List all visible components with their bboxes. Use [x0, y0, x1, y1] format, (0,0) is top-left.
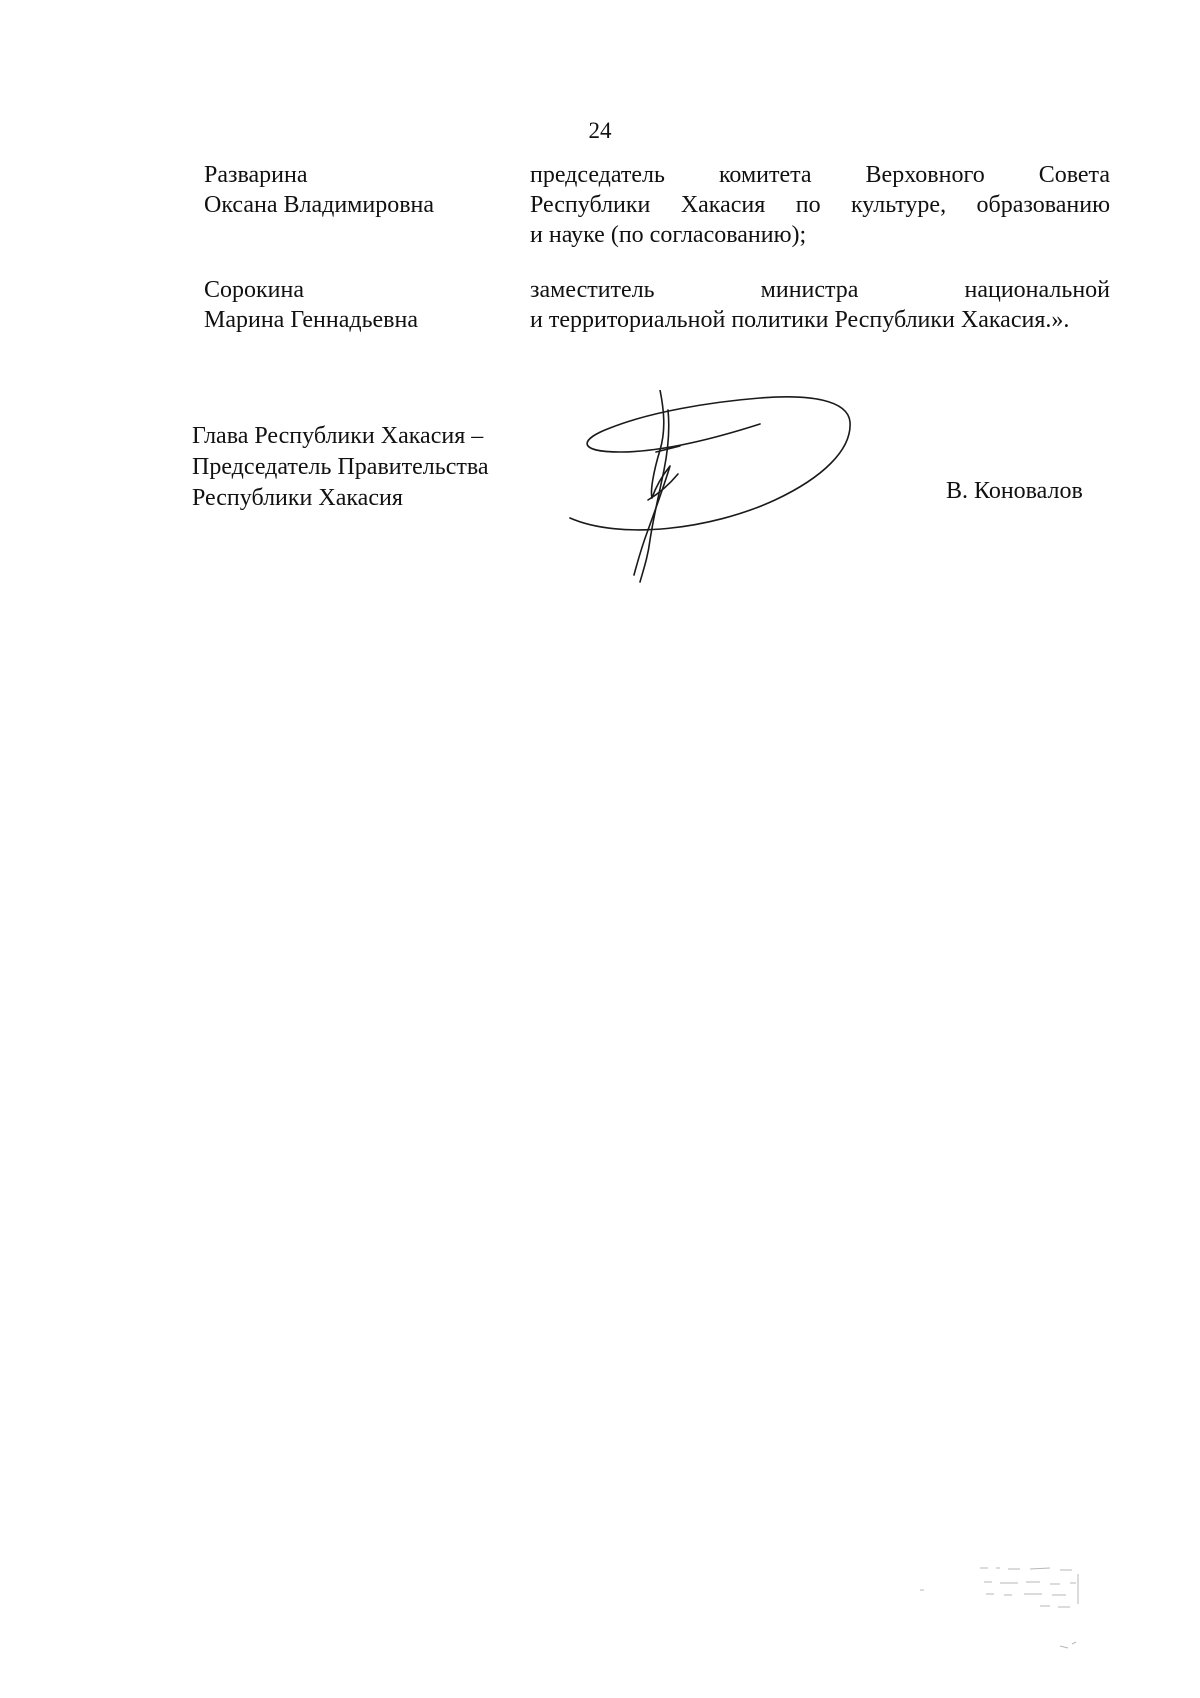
member-surname: Сорокина	[204, 277, 305, 303]
signatory-title-line: Глава Республики Хакасия –	[192, 423, 484, 449]
signatory-title	[192, 421, 489, 514]
member-name	[204, 275, 504, 335]
signatory-title-line: Республики Хакасия	[192, 485, 403, 511]
member-position	[530, 160, 1110, 250]
position-line: Республики Хакасия по культуре, образованию	[530, 192, 1110, 218]
scan-artifact	[900, 1560, 1130, 1660]
position-line: и науке (по согласованию);	[530, 222, 807, 248]
member-given-names: Марина Геннадьевна	[204, 307, 419, 333]
position-line: и территориальной политики Республики Хакасия.».	[530, 307, 1070, 333]
member-name	[204, 160, 504, 220]
page-number: 24	[588, 118, 612, 143]
signatory-title-line: Председатель Правительства	[192, 454, 489, 480]
member-surname: Разварина	[204, 162, 308, 188]
position-line: председатель комитета Верховного Совета	[530, 162, 1110, 188]
signatory-name: В. Коновалов	[946, 478, 1083, 504]
member-position	[530, 275, 1110, 335]
position-line: заместитель министра национальной	[530, 277, 1110, 303]
handwritten-signature	[560, 390, 870, 600]
member-given-names: Оксана Владимировна	[204, 192, 435, 218]
